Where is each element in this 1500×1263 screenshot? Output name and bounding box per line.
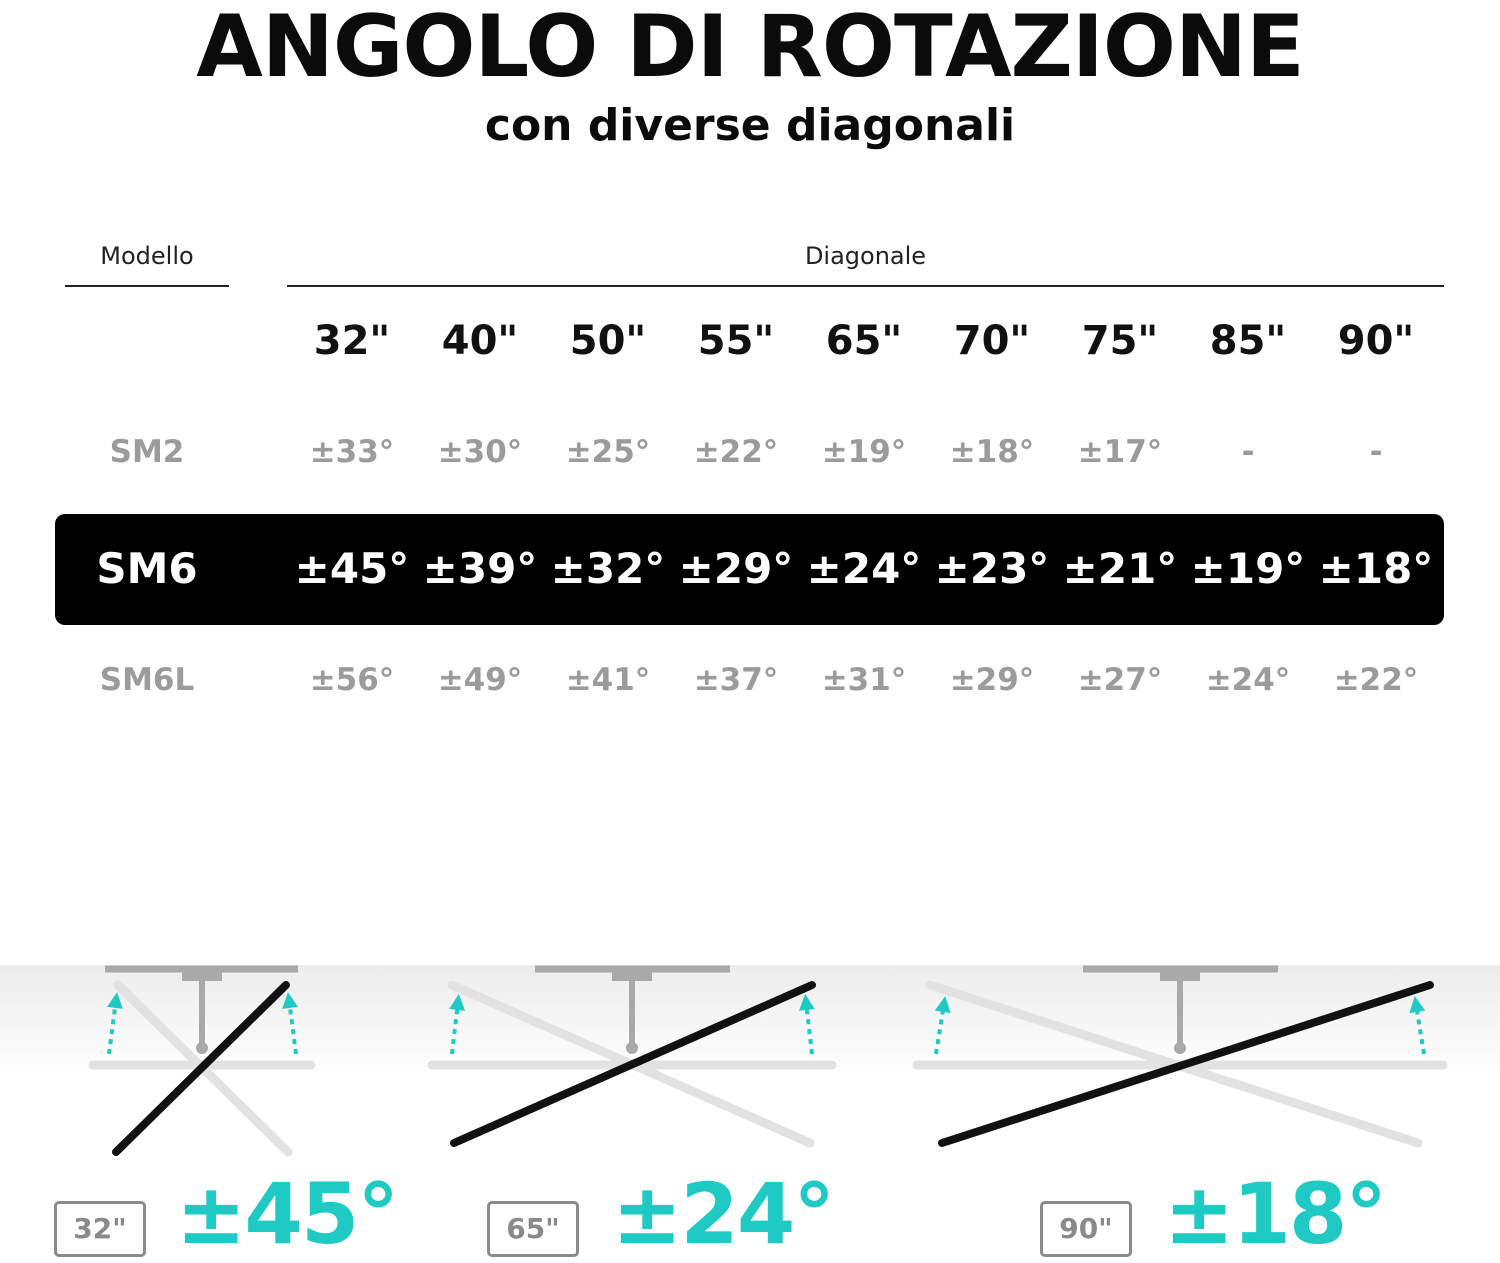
angle-cell: ±31° <box>821 662 907 698</box>
size-header-cell: 40" <box>441 318 519 364</box>
size-header-cell: 50" <box>569 318 647 364</box>
angle-cell: ±25° <box>565 434 651 470</box>
angle-cell: ±29° <box>678 544 794 593</box>
size-header-cell: 90" <box>1337 318 1415 364</box>
angle-cell: ±56° <box>309 662 395 698</box>
angle-cell: - <box>1369 434 1383 470</box>
rotation-arrow-icon <box>289 1000 296 1054</box>
angle-value-90: ±18° <box>1164 1165 1386 1263</box>
angle-cell: ±32° <box>550 544 666 593</box>
rotation-diagram-32 <box>93 969 311 1152</box>
angle-value-65: ±24° <box>612 1165 834 1263</box>
angle-cell: ±19° <box>821 434 907 470</box>
angle-cell: ±19° <box>1190 544 1306 593</box>
rotation-arrow-icon <box>452 1002 458 1054</box>
angle-cell: ±24° <box>806 544 922 593</box>
angle-cell: ±24° <box>1205 662 1291 698</box>
row-model-label: SM6 <box>96 544 198 593</box>
angle-cell: ±27° <box>1077 662 1163 698</box>
size-header-cell: 85" <box>1209 318 1287 364</box>
angle-cell: ±21° <box>1062 544 1178 593</box>
size-badge-65: 65" <box>487 1201 579 1257</box>
size-header-cell: 55" <box>697 318 775 364</box>
angle-cell: ±37° <box>693 662 779 698</box>
angle-cell: ±29° <box>949 662 1035 698</box>
size-header-cell: 65" <box>825 318 903 364</box>
row-model-label: SM2 <box>109 434 185 470</box>
diagonal-header-rule <box>287 285 1444 287</box>
angle-cell: ±30° <box>437 434 523 470</box>
angle-cell: ±23° <box>934 544 1050 593</box>
rotation-diagrams <box>0 955 1500 1185</box>
size-header-cell: 70" <box>953 318 1031 364</box>
angle-cell: ±22° <box>693 434 779 470</box>
rotation-arrow-icon <box>1416 1004 1424 1054</box>
rotation-diagram-90 <box>917 969 1443 1143</box>
rotation-arrow-icon <box>936 1004 944 1054</box>
pivot-point <box>626 1042 638 1054</box>
angle-cell: ±18° <box>949 434 1035 470</box>
rotation-arrow-icon <box>806 1002 812 1054</box>
model-column-header: Modello <box>100 242 194 270</box>
model-header-rule <box>65 285 229 287</box>
angle-cell: ±39° <box>422 544 538 593</box>
angle-cell: ±33° <box>309 434 395 470</box>
pivot-point <box>1174 1042 1186 1054</box>
page-title: ANGOLO DI ROTAZIONE <box>196 0 1304 97</box>
rotation-diagram-65 <box>432 969 832 1143</box>
angle-value-32: ±45° <box>176 1165 398 1263</box>
angle-cell: ±18° <box>1318 544 1434 593</box>
row-model-label: SM6L <box>99 662 195 698</box>
angle-cell: ±17° <box>1077 434 1163 470</box>
angle-cell: ±22° <box>1333 662 1419 698</box>
size-header-cell: 32" <box>313 318 391 364</box>
size-header-cell: 75" <box>1081 318 1159 364</box>
angle-cell: ±45° <box>294 544 410 593</box>
pivot-point <box>196 1042 208 1054</box>
rotation-arrow-icon <box>109 1000 116 1054</box>
angle-cell: ±41° <box>565 662 651 698</box>
size-badge-32: 32" <box>54 1201 146 1257</box>
page-subtitle: con diverse diagonali <box>484 100 1016 151</box>
diagonal-column-header: Diagonale <box>804 242 927 270</box>
size-badge-90: 90" <box>1040 1201 1132 1257</box>
angle-cell: - <box>1241 434 1255 470</box>
angle-cell: ±49° <box>437 662 523 698</box>
